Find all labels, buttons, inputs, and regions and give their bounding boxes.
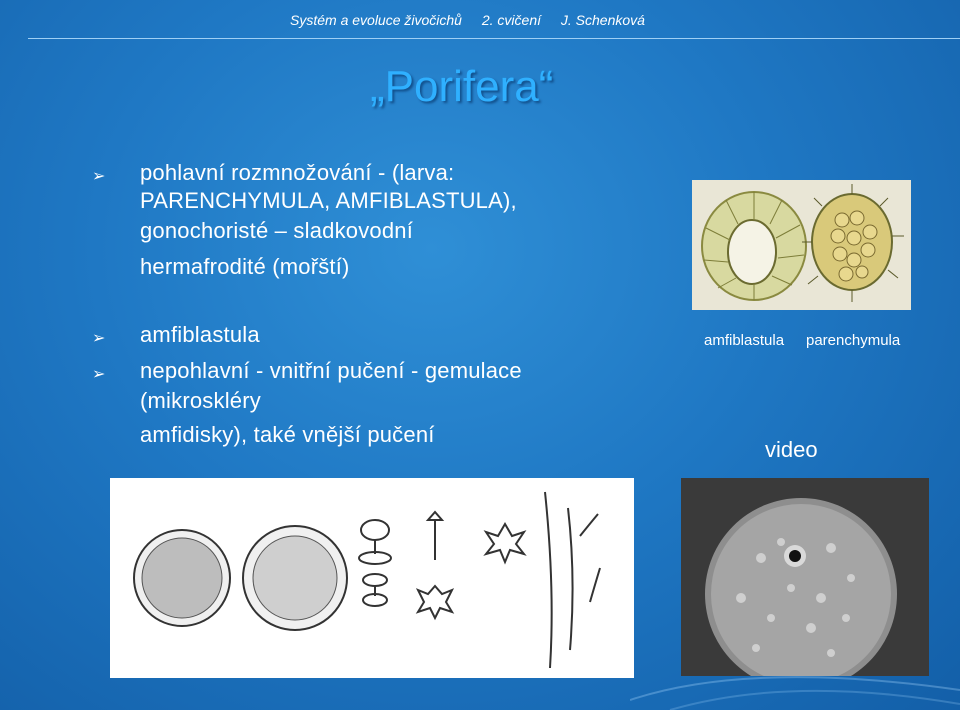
bullet-3-line-1: nepohlavní - vnitřní pučení - gemulace	[140, 358, 522, 383]
bullet-1-line-3: gonochoristé – sladkovodní	[140, 218, 414, 243]
larvae-image	[692, 180, 911, 310]
bullet-3-line-3: amfidisky), také vnější pučení	[140, 422, 435, 447]
bullet-2: amfiblastula	[140, 322, 260, 347]
header-text	[290, 12, 661, 28]
gemmule-spicules-image	[110, 478, 634, 678]
header-author: J. Schenková	[560, 12, 645, 28]
bullet-arrow-icon: ➢	[92, 366, 106, 383]
slide-header	[0, 0, 960, 40]
bullet-1-line-2: PARENCHYMULA, AMFIBLASTULA),	[140, 188, 517, 213]
bullet-arrow-icon: ➢	[92, 330, 106, 347]
bullet-3-line-2: (mikroskléry	[140, 388, 261, 413]
caption-amfiblastula: amfiblastula	[704, 332, 785, 349]
bullet-arrow-icon: ➢	[92, 168, 106, 185]
video-link[interactable]: video	[765, 437, 818, 462]
header-divider	[28, 38, 960, 39]
bullet-1-line-1: pohlavní rozmnožování - (larva:	[140, 160, 455, 185]
header-course: Systém a evoluce živočichů	[290, 12, 462, 28]
caption-parenchymula: parenchymula	[806, 332, 901, 349]
bullet-1-line-4: hermafrodité (mořští)	[140, 254, 350, 279]
slide-title: „Porifera“	[370, 62, 554, 111]
header-exercise: 2. cvičení	[481, 12, 541, 28]
decorative-wave	[630, 620, 960, 710]
